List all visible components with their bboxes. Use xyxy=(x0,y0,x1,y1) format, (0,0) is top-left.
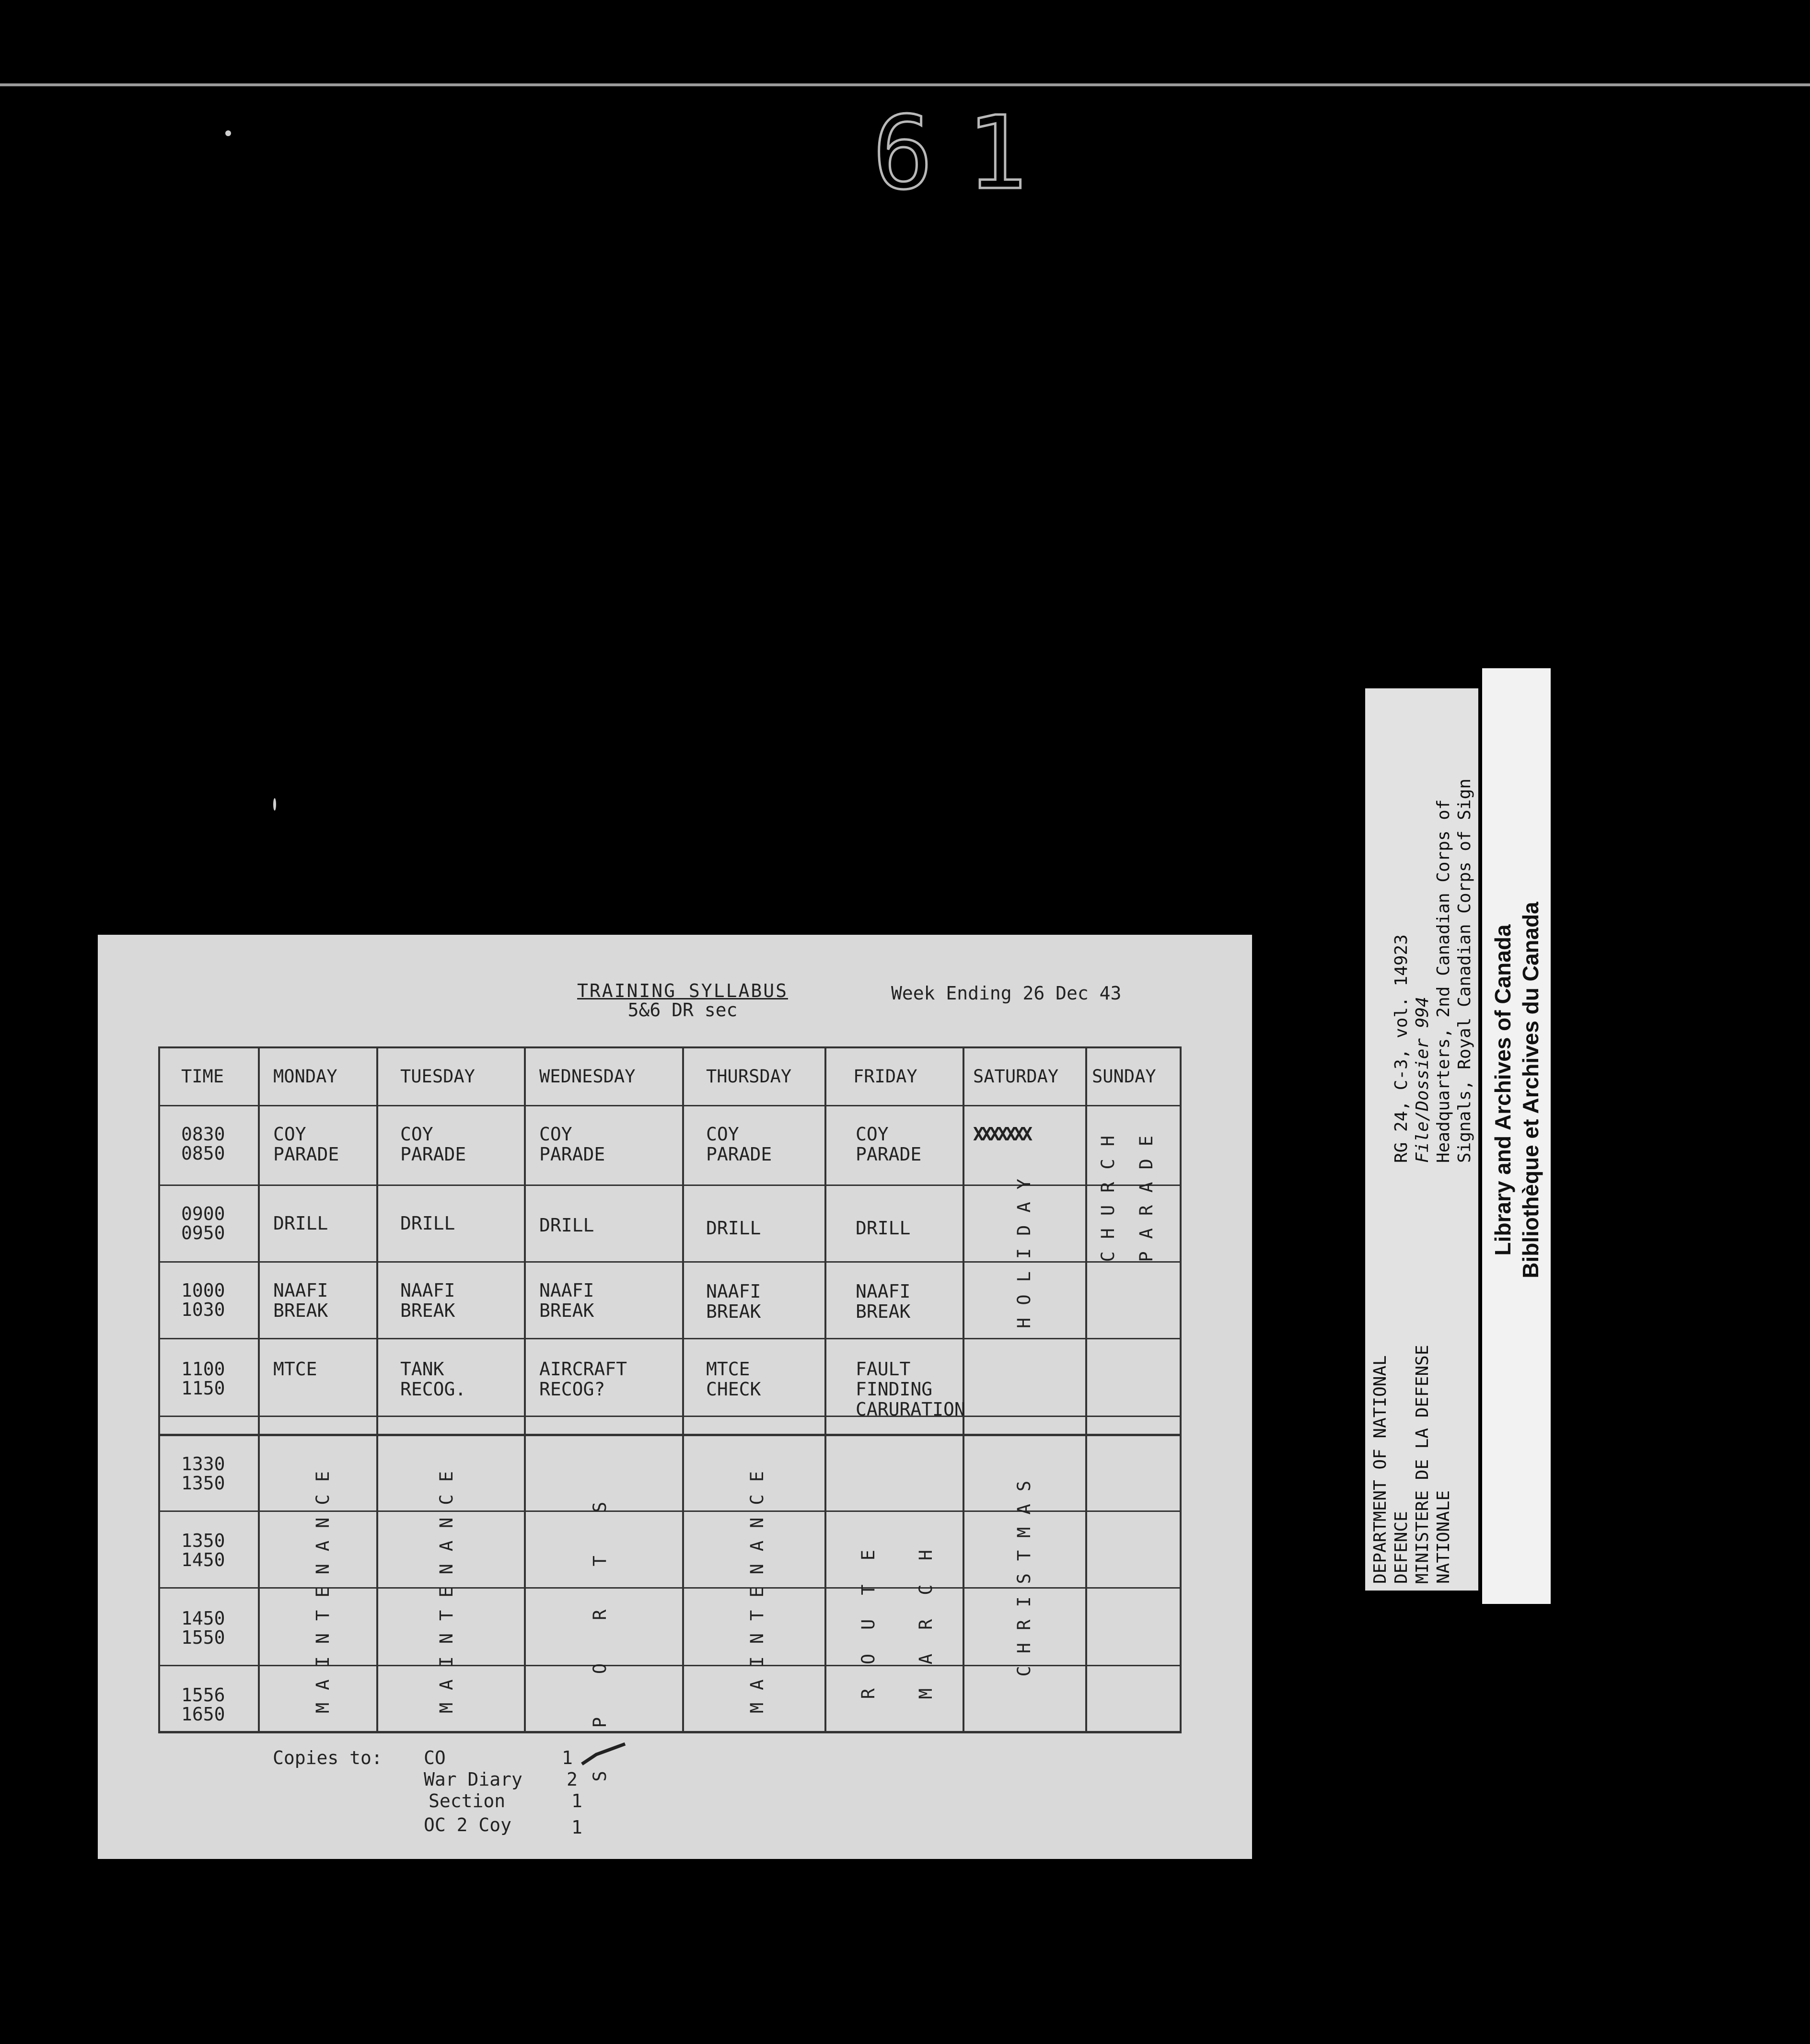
time-start: 0900 xyxy=(181,1203,225,1224)
cell-friday-0900: DRILL xyxy=(856,1218,911,1239)
cell-friday-1100: FAULT FINDING CARURATION xyxy=(856,1359,965,1420)
copy-count: 1 xyxy=(562,1747,573,1768)
column-header-time: TIME xyxy=(181,1066,224,1087)
dust-speck xyxy=(225,130,231,136)
copy-recipient: Section xyxy=(429,1790,506,1812)
cell-monday-0830: COY PARADE xyxy=(273,1124,339,1165)
copy-recipient: OC 2 Coy xyxy=(424,1814,512,1835)
wednesday-sports-vertical: SPORTS xyxy=(590,1459,610,1782)
department-line: DEFENCE xyxy=(1392,1511,1411,1584)
time-start: 1330 xyxy=(181,1453,225,1475)
friday-march-vertical: MARCH xyxy=(916,1526,936,1699)
cell-saturday-struck: XXXXXXX xyxy=(973,1124,1030,1145)
monday-maintenance-vertical: MAINTENANCE xyxy=(313,1459,333,1714)
lac-english: Library and Archives of Canada xyxy=(1490,924,1515,1256)
cell-tuesday-1000: NAAFI BREAK xyxy=(400,1280,455,1321)
check-mark xyxy=(577,1740,630,1769)
copy-count: 2 xyxy=(567,1769,578,1790)
week-ending: Week Ending 26 Dec 43 xyxy=(891,983,1122,1004)
cell-monday-1100: MTCE xyxy=(273,1359,317,1380)
department-line: NATIONALE xyxy=(1434,1490,1453,1584)
copy-count: 1 xyxy=(571,1817,582,1838)
department-line: MINISTERE DE LA DEFENSE xyxy=(1413,1345,1432,1584)
cell-friday-1000: NAAFI BREAK xyxy=(856,1281,911,1322)
table-rule xyxy=(158,1731,1182,1733)
frame-number: 61 xyxy=(872,94,1061,212)
file-dossier: File/Dossier 994 xyxy=(1413,997,1432,1163)
cell-thursday-1000: NAAFI BREAK xyxy=(706,1281,761,1322)
training-syllabus-sheet xyxy=(98,935,1252,1859)
table-rule xyxy=(158,1338,1182,1339)
table-rule xyxy=(376,1046,378,1733)
table-rule xyxy=(1085,1046,1087,1733)
time-start: 1450 xyxy=(181,1608,225,1629)
tuesday-maintenance-vertical: MAINTENANCE xyxy=(436,1459,457,1714)
time-end: 1030 xyxy=(181,1299,225,1320)
table-rule xyxy=(682,1046,684,1733)
time-start: 1350 xyxy=(181,1530,225,1551)
column-header-friday: FRIDAY xyxy=(853,1066,917,1087)
cell-friday-0830: COY PARADE xyxy=(856,1124,922,1165)
saturday-holiday-vertical: HOLIDAY xyxy=(1014,1166,1034,1328)
time-end: 1650 xyxy=(181,1704,225,1725)
department-line: DEPARTMENT OF NATIONAL xyxy=(1370,1355,1390,1584)
saturday-christmas-vertical: CHRISTMAS xyxy=(1014,1468,1034,1677)
time-end: 0850 xyxy=(181,1143,225,1164)
copies-to-label: Copies to: xyxy=(273,1747,383,1768)
copy-count: 1 xyxy=(571,1790,582,1812)
time-end: 1550 xyxy=(181,1627,225,1648)
time-end: 1350 xyxy=(181,1473,225,1494)
sunday-parade-vertical: PARADE xyxy=(1136,1123,1157,1262)
table-rule xyxy=(158,1046,160,1733)
column-header-thursday: THURSDAY xyxy=(706,1066,792,1087)
cell-thursday-0900: DRILL xyxy=(706,1218,761,1239)
cell-wednesday-1000: NAAFI BREAK xyxy=(539,1280,594,1321)
time-start: 1000 xyxy=(181,1280,225,1301)
document-subtitle: 5&6 DR sec xyxy=(627,999,738,1021)
cell-wednesday-1100: AIRCRAFT RECOG? xyxy=(539,1359,627,1400)
copy-recipient: War Diary xyxy=(424,1769,522,1790)
document-title: TRAINING SYLLABUS xyxy=(577,980,788,1001)
cell-wednesday-0830: COY PARADE xyxy=(539,1124,605,1165)
time-end: 1150 xyxy=(181,1378,225,1399)
time-start: 1100 xyxy=(181,1359,225,1380)
cell-tuesday-0830: COY PARADE xyxy=(400,1124,466,1165)
cell-wednesday-0900: DRILL xyxy=(539,1215,594,1236)
table-rule xyxy=(158,1105,1182,1106)
table-rule xyxy=(258,1046,260,1733)
cell-thursday-1100: MTCE CHECK xyxy=(706,1359,761,1400)
table-rule xyxy=(824,1046,826,1733)
description-line: Signals, Royal Canadian Corps of Sign xyxy=(1455,778,1474,1163)
copy-recipient: CO xyxy=(424,1747,446,1768)
cell-thursday-0830: COY PARADE xyxy=(706,1124,772,1165)
cell-tuesday-0900: DRILL xyxy=(400,1213,455,1234)
table-rule xyxy=(1180,1046,1182,1733)
time-end: 1450 xyxy=(181,1549,225,1570)
time-start: 1556 xyxy=(181,1684,225,1706)
column-header-wednesday: WEDNESDAY xyxy=(539,1066,636,1087)
table-rule xyxy=(158,1046,1182,1048)
archive-reference-label xyxy=(1365,688,1478,1591)
table-rule xyxy=(524,1046,526,1733)
record-group-reference: RG 24, C-3, vol. 14923 xyxy=(1392,934,1411,1163)
column-header-saturday: SATURDAY xyxy=(973,1066,1059,1087)
film-edge-line xyxy=(0,83,1810,86)
friday-route-vertical: ROUTE xyxy=(858,1526,879,1699)
description-line: Headquarters, 2nd Canadian Corps of xyxy=(1434,799,1453,1163)
dust-speck xyxy=(273,798,276,811)
column-header-monday: MONDAY xyxy=(273,1066,337,1087)
table-rule xyxy=(158,1416,1182,1417)
lac-label xyxy=(1482,668,1551,1604)
time-start: 0830 xyxy=(181,1124,225,1145)
cell-monday-1000: NAAFI BREAK xyxy=(273,1280,328,1321)
table-rule xyxy=(158,1434,1182,1436)
column-header-tuesday: TUESDAY xyxy=(400,1066,475,1087)
thursday-maintenance-vertical: MAINTENANCE xyxy=(747,1459,767,1714)
lac-french: Bibliothèque et Archives du Canada xyxy=(1518,902,1543,1278)
time-end: 0950 xyxy=(181,1222,225,1243)
sunday-church-vertical: CHURCH xyxy=(1098,1123,1118,1262)
cell-monday-0900: DRILL xyxy=(273,1213,328,1234)
cell-tuesday-1100: TANK RECOG. xyxy=(400,1359,466,1400)
column-header-sunday: SUNDAY xyxy=(1092,1066,1156,1087)
